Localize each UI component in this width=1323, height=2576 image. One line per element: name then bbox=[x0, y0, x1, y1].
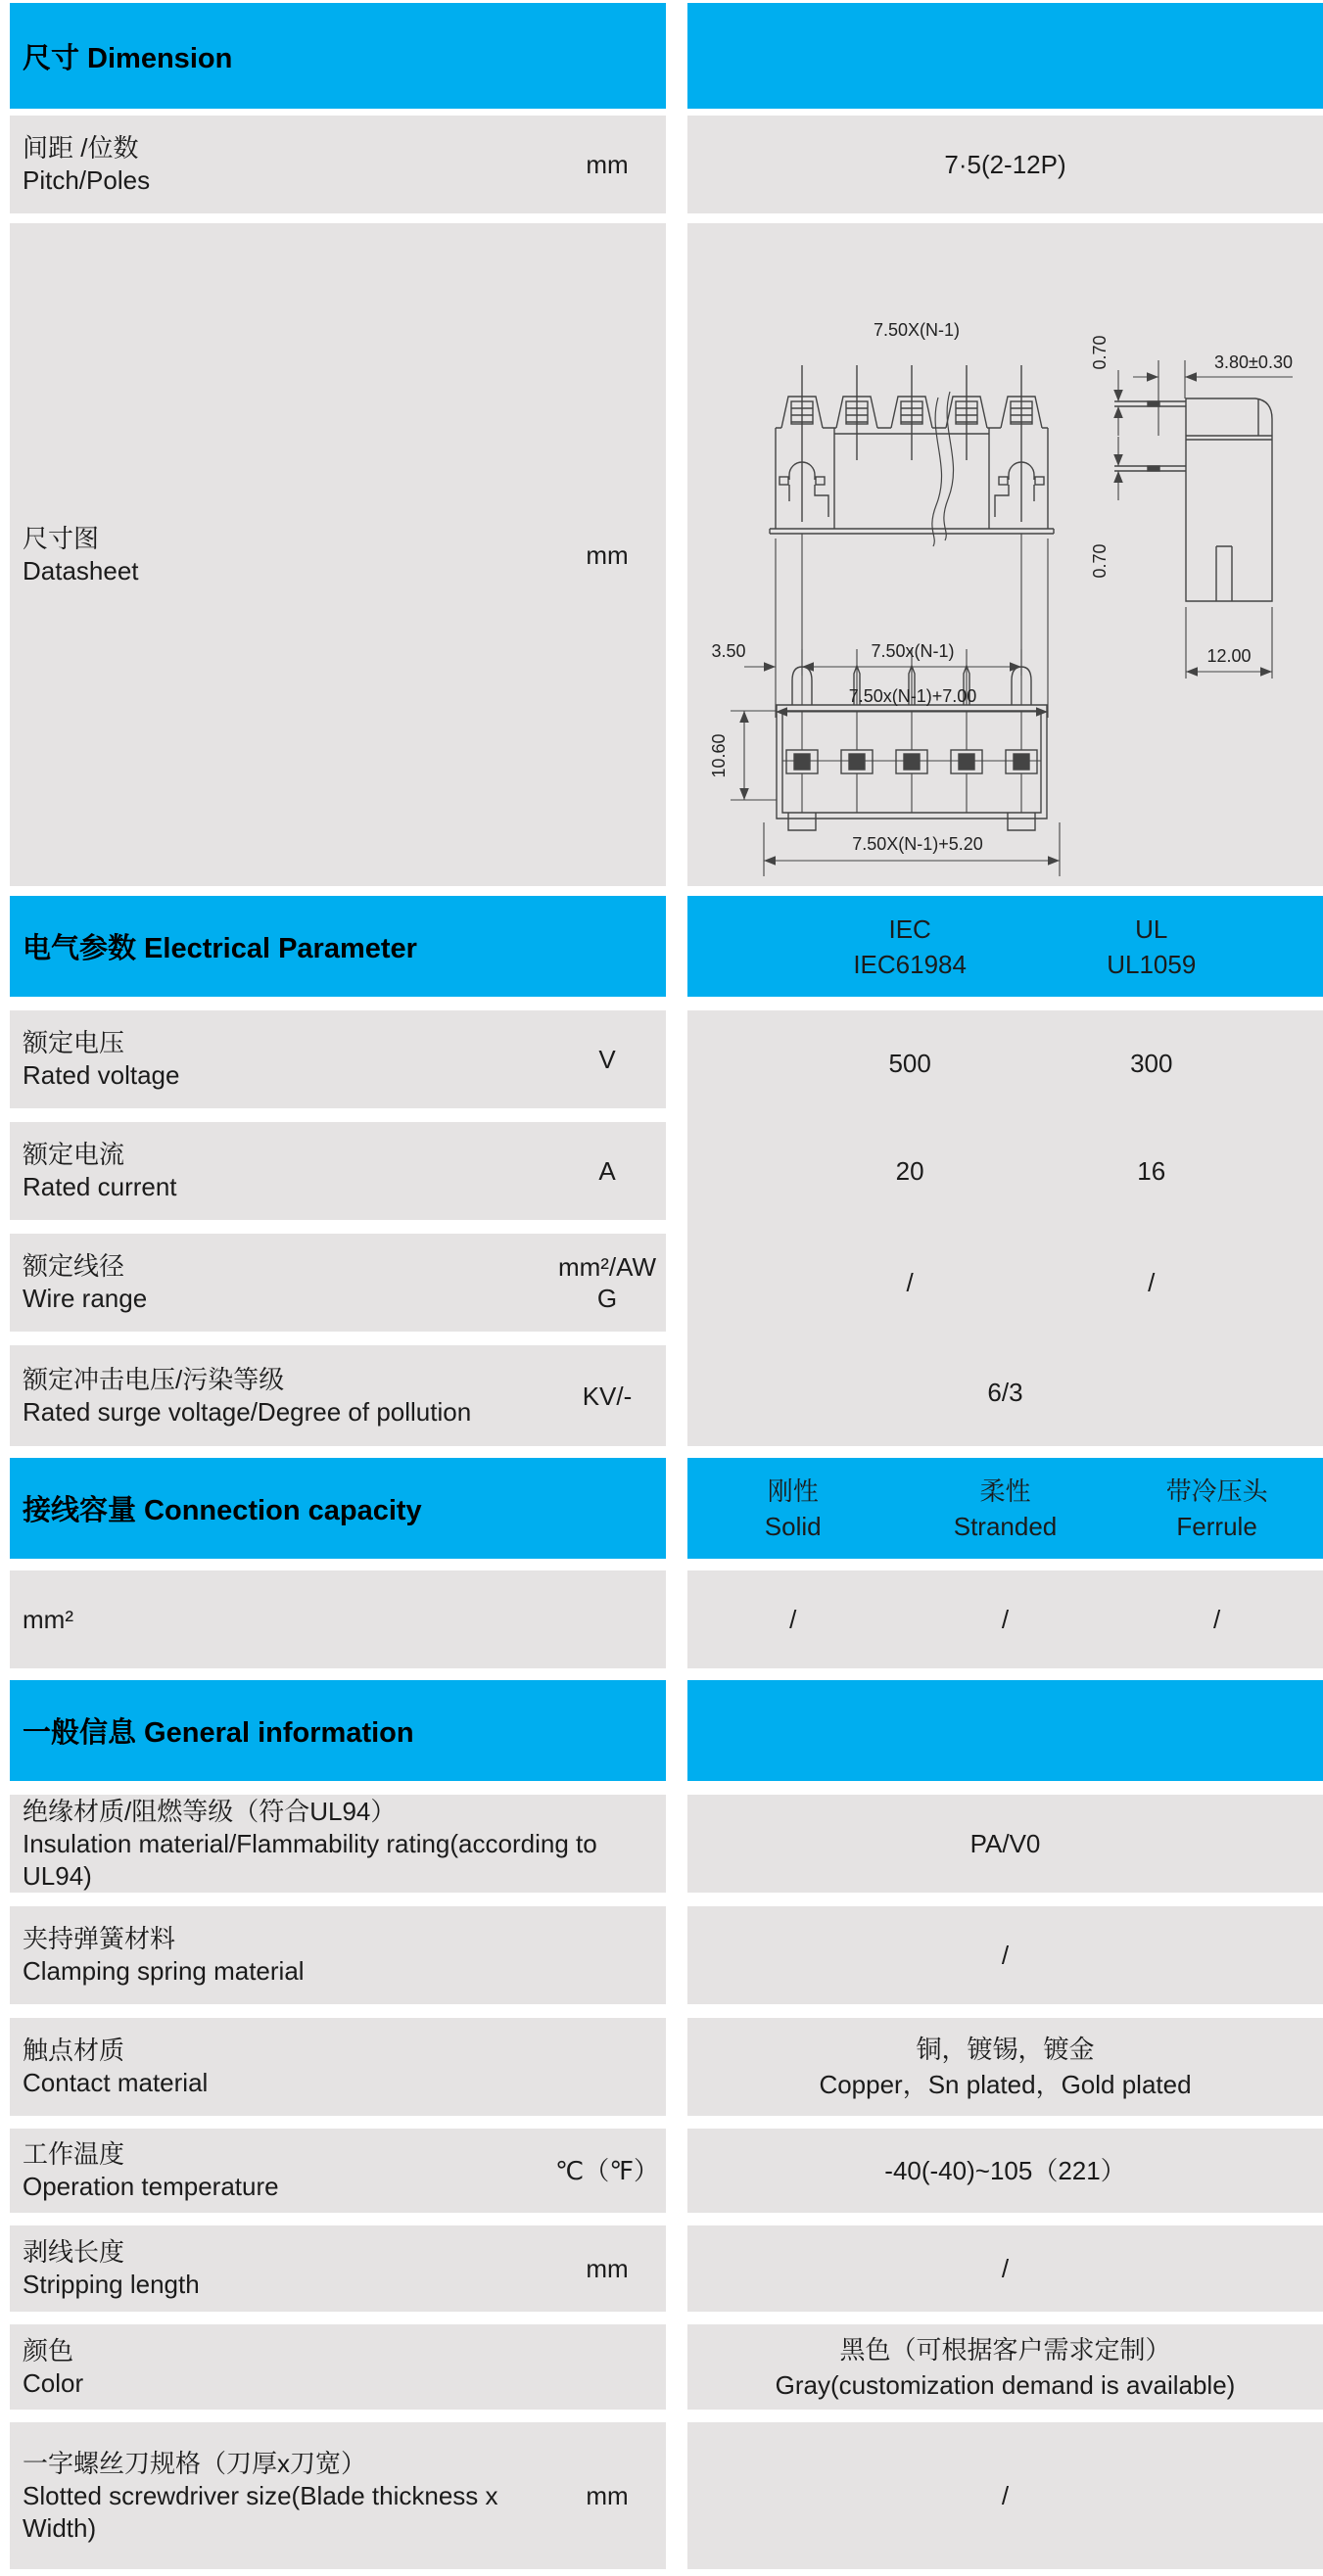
datasheet-unit: mm bbox=[586, 539, 629, 570]
section-title-electrical: 电气参数 Electrical Parameter bbox=[10, 896, 666, 997]
dim-side-top-right: 3.80±0.30 bbox=[1214, 352, 1293, 372]
contact-en: Contact material bbox=[23, 2068, 209, 2097]
rated-current-iec: 20 bbox=[895, 1156, 924, 1186]
column-header-stranded: 柔性 Stranded bbox=[953, 1475, 1058, 1541]
screwdriver-value: / bbox=[1001, 2481, 1010, 2510]
section-header-electrical bbox=[10, 896, 1323, 997]
rated-current-unit: A bbox=[598, 1156, 616, 1186]
dim-top-width: 7.50X(N-1)+5.20 bbox=[852, 834, 983, 854]
temperature-zh: 工作温度 bbox=[23, 2139, 125, 2169]
row-rated-current-label bbox=[10, 1122, 666, 1220]
surge-voltage-value: 6/3 bbox=[987, 1378, 1023, 1407]
clamping-en: Clamping spring material bbox=[23, 1956, 305, 1986]
capacity-solid-value: / bbox=[789, 1605, 797, 1634]
dim-front-top-pitch: 7.50X(N-1) bbox=[873, 320, 961, 340]
datasheet-label bbox=[23, 523, 548, 587]
row-wire-range-label bbox=[10, 1234, 666, 1332]
rated-voltage-values bbox=[687, 1010, 1323, 1115]
dim-side-width: 12.00 bbox=[1206, 646, 1252, 666]
wire-range-iec: / bbox=[906, 1268, 914, 1297]
surge-voltage-unit: KV/- bbox=[582, 1381, 633, 1411]
section-title-general: 一般信息 General information bbox=[10, 1680, 666, 1781]
row-operation-temperature bbox=[10, 2129, 1323, 2213]
dim-front-mid: 7.50x(N-1) bbox=[871, 641, 955, 661]
rated-current-en: Rated current bbox=[23, 1172, 177, 1201]
pitch-poles-label bbox=[23, 132, 548, 197]
row-capacity-mm2 bbox=[10, 1570, 1323, 1668]
clamping-zh: 夹持弹簧材料 bbox=[23, 1924, 176, 1953]
pitch-poles-value: 7·5(2-12P) bbox=[944, 150, 1066, 179]
screwdriver-en: Slotted screwdriver size(Blade thickness x Width) bbox=[23, 2480, 498, 2543]
wire-range-zh: 额定线径 bbox=[23, 1251, 125, 1281]
column-header-solid: 刚性 Solid bbox=[764, 1475, 822, 1541]
contact-zh: 触点材质 bbox=[23, 2036, 125, 2065]
screwdriver-zh: 一字螺丝刀规格（刀厚x刀宽） bbox=[23, 2448, 367, 2478]
temperature-unit: ℃（℉） bbox=[555, 2156, 659, 2185]
stripping-en: Stripping length bbox=[23, 2270, 200, 2299]
section-header-general bbox=[10, 1680, 1323, 1781]
capacity-ferrule-value: / bbox=[1212, 1605, 1221, 1634]
section-title-dimension: 尺寸 Dimension bbox=[10, 3, 666, 109]
rated-current-zh: 额定电流 bbox=[23, 1140, 125, 1169]
stripping-unit: mm bbox=[586, 2254, 629, 2283]
dim-side-pin-bottom: 0.70 bbox=[1090, 543, 1110, 579]
electrical-rows bbox=[10, 1010, 1323, 1446]
clamping-value: / bbox=[1001, 1941, 1010, 1970]
rated-voltage-ul: 300 bbox=[1130, 1048, 1173, 1078]
dim-front-left: 3.50 bbox=[711, 641, 746, 661]
surge-voltage-en: Rated surge voltage/Degree of pollution bbox=[23, 1396, 472, 1427]
row-pitch-poles bbox=[10, 116, 1323, 213]
row-color bbox=[10, 2324, 1323, 2410]
column-header-ul: UL UL1059 bbox=[1107, 913, 1197, 979]
wire-range-en: Wire range bbox=[23, 1284, 148, 1313]
capacity-row-label: mm² bbox=[23, 1604, 73, 1634]
dim-top-height: 10.60 bbox=[709, 733, 729, 778]
row-clamping-spring bbox=[10, 1906, 1323, 2004]
wire-range-values bbox=[687, 1227, 1323, 1338]
row-datasheet bbox=[10, 223, 1323, 886]
contact-value-en: Copper，Sn plated，Gold plated bbox=[819, 2070, 1192, 2099]
rated-current-values bbox=[687, 1115, 1323, 1227]
color-zh: 颜色 bbox=[23, 2335, 74, 2365]
datasheet-label-zh: 尺寸图 bbox=[23, 523, 100, 553]
pitch-poles-label-en: Pitch/Poles bbox=[23, 165, 151, 195]
color-value-en: Gray(customization demand is available) bbox=[775, 2369, 1236, 2400]
rated-voltage-en: Rated voltage bbox=[23, 1060, 180, 1090]
pitch-poles-unit: mm bbox=[586, 150, 629, 179]
datasheet-label-en: Datasheet bbox=[23, 555, 139, 585]
technical-drawing bbox=[687, 223, 1323, 886]
capacity-stranded-value: / bbox=[1001, 1605, 1010, 1634]
screwdriver-unit: mm bbox=[586, 2481, 629, 2510]
row-surge-voltage-label bbox=[10, 1345, 666, 1446]
section-header-capacity bbox=[10, 1458, 1323, 1559]
rated-voltage-unit: V bbox=[598, 1045, 616, 1074]
surge-voltage-values bbox=[687, 1338, 1323, 1446]
wire-range-ul: / bbox=[1148, 1268, 1156, 1297]
dim-side-pin-top: 0.70 bbox=[1090, 335, 1110, 370]
section-title-capacity: 接线容量 Connection capacity bbox=[10, 1458, 666, 1559]
section-header-dimension-right bbox=[687, 3, 1323, 109]
rated-current-ul: 16 bbox=[1137, 1156, 1166, 1186]
row-screwdriver-size bbox=[10, 2422, 1323, 2569]
surge-voltage-zh: 额定冲击电压/污染等级 bbox=[23, 1364, 285, 1394]
color-value-zh: 黑色（可根据客户需求定制） bbox=[839, 2334, 1171, 2365]
stripping-zh: 剥线长度 bbox=[23, 2237, 125, 2267]
contact-value-zh: 铜，镀锡，镀金 bbox=[916, 2035, 1095, 2064]
insulation-zh: 绝缘材质/阻燃等级（符合UL94） bbox=[23, 1796, 397, 1826]
row-rated-voltage-label bbox=[10, 1010, 666, 1108]
wire-range-unit: mm²/AWG bbox=[557, 1252, 657, 1313]
row-insulation bbox=[10, 1795, 1323, 1893]
row-stripping-length bbox=[10, 2225, 1323, 2312]
stripping-value: / bbox=[1001, 2254, 1010, 2283]
section-header-dimension bbox=[10, 3, 1323, 109]
temperature-value: -40(-40)~105（221） bbox=[884, 2156, 1126, 2185]
column-header-iec: IEC IEC61984 bbox=[853, 913, 967, 979]
electrical-values-cell bbox=[687, 1010, 1323, 1446]
color-en: Color bbox=[23, 2367, 84, 2398]
insulation-value: PA/V0 bbox=[969, 1829, 1041, 1858]
row-contact-material bbox=[10, 2018, 1323, 2116]
rated-voltage-iec: 500 bbox=[888, 1048, 931, 1078]
column-header-ferrule: 带冷压头 Ferrule bbox=[1165, 1475, 1268, 1541]
pitch-poles-label-zh: 间距 /位数 bbox=[23, 133, 139, 163]
temperature-en: Operation temperature bbox=[23, 2172, 279, 2201]
rated-voltage-zh: 额定电压 bbox=[23, 1028, 125, 1057]
dim-front-full: 7.50x(N-1)+7.00 bbox=[848, 686, 977, 706]
insulation-en: Insulation material/Flammability rating(according to UL94) bbox=[23, 1828, 597, 1891]
